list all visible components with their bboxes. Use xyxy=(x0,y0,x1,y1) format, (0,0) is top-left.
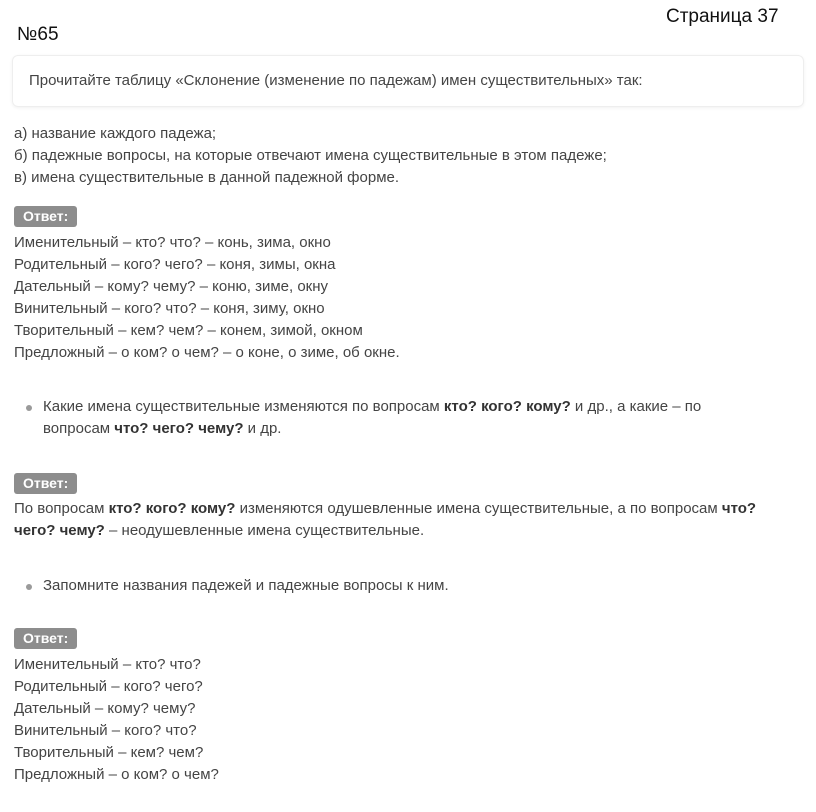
task-prompt-box xyxy=(12,55,804,107)
answer-badge-1: Ответ: xyxy=(14,206,77,227)
question-3 xyxy=(26,575,449,597)
answer-2-bold: чего? чему? xyxy=(14,522,105,539)
answer-badge-3: Ответ: xyxy=(14,628,77,649)
answer-1 xyxy=(14,232,400,364)
answer-1-line: Родительный – кого? чего? – коня, зимы, окна xyxy=(14,256,336,273)
task-item-c: в) имена существительные в данной падежной форме. xyxy=(14,169,400,186)
answer-3-line: Родительный – кого? чего? xyxy=(14,678,203,695)
bullet-dot-icon xyxy=(26,584,32,590)
page-number: Страница 37 xyxy=(666,6,779,27)
answer-3 xyxy=(14,654,219,786)
question-2-text: и др., а какие – по xyxy=(570,398,702,415)
answer-2-bold: кто? кого? кому? xyxy=(108,500,236,517)
answer-1-line: Именительный – кто? что? – конь, зима, окно xyxy=(14,234,331,251)
task-items xyxy=(14,123,607,189)
answer-1-line: Предложный – о ком? о чем? – о коне, о зиме, об окне. xyxy=(14,344,400,361)
answer-3-line: Винительный – кого? что? xyxy=(14,722,197,739)
answer-1-line: Дательный – кому? чему? – коню, зиме, окну xyxy=(14,278,329,295)
question-2-text: Какие имена существительные изменяются по вопросам xyxy=(43,398,444,415)
answer-2-bold: что? xyxy=(721,500,757,517)
task-prompt: Прочитайте таблицу «Склонение (изменение по падежам) имен существительных» так: xyxy=(29,72,643,89)
answer-2-text: По вопросам xyxy=(14,500,109,517)
bullet-dot-icon xyxy=(26,405,32,411)
task-number: №65 xyxy=(17,24,59,45)
answer-2-text: изменяются одушевленные имена существительные, а по вопросам xyxy=(235,500,722,517)
answer-2-text: – неодушевленные имена существительные. xyxy=(104,522,425,539)
task-item-a: а) название каждого падежа; xyxy=(14,125,217,142)
question-2 xyxy=(26,396,701,440)
answer-3-line: Дательный – кому? чему? xyxy=(14,700,196,717)
question-2-text: и др. xyxy=(243,420,282,437)
answer-badge-2: Ответ: xyxy=(14,473,77,494)
answer-3-line: Предложный – о ком? о чем? xyxy=(14,766,219,783)
answer-1-line: Винительный – кого? что? – коня, зиму, окно xyxy=(14,300,325,317)
question-3-text: Запомните названия падежей и падежные вопросы к ним. xyxy=(43,577,449,594)
question-2-bold: что? чего? чему? xyxy=(114,420,244,437)
answer-3-line: Именительный – кто? что? xyxy=(14,656,201,673)
question-2-text: вопросам xyxy=(43,420,115,437)
task-item-b: б) падежные вопросы, на которые отвечают имена существительные в этом падеже; xyxy=(14,147,607,164)
question-2-bold: кто? кого? кому? xyxy=(443,398,571,415)
answer-1-line: Творительный – кем? чем? – конем, зимой, окном xyxy=(14,322,363,339)
answer-3-line: Творительный – кем? чем? xyxy=(14,744,204,761)
answer-2 xyxy=(14,498,756,542)
